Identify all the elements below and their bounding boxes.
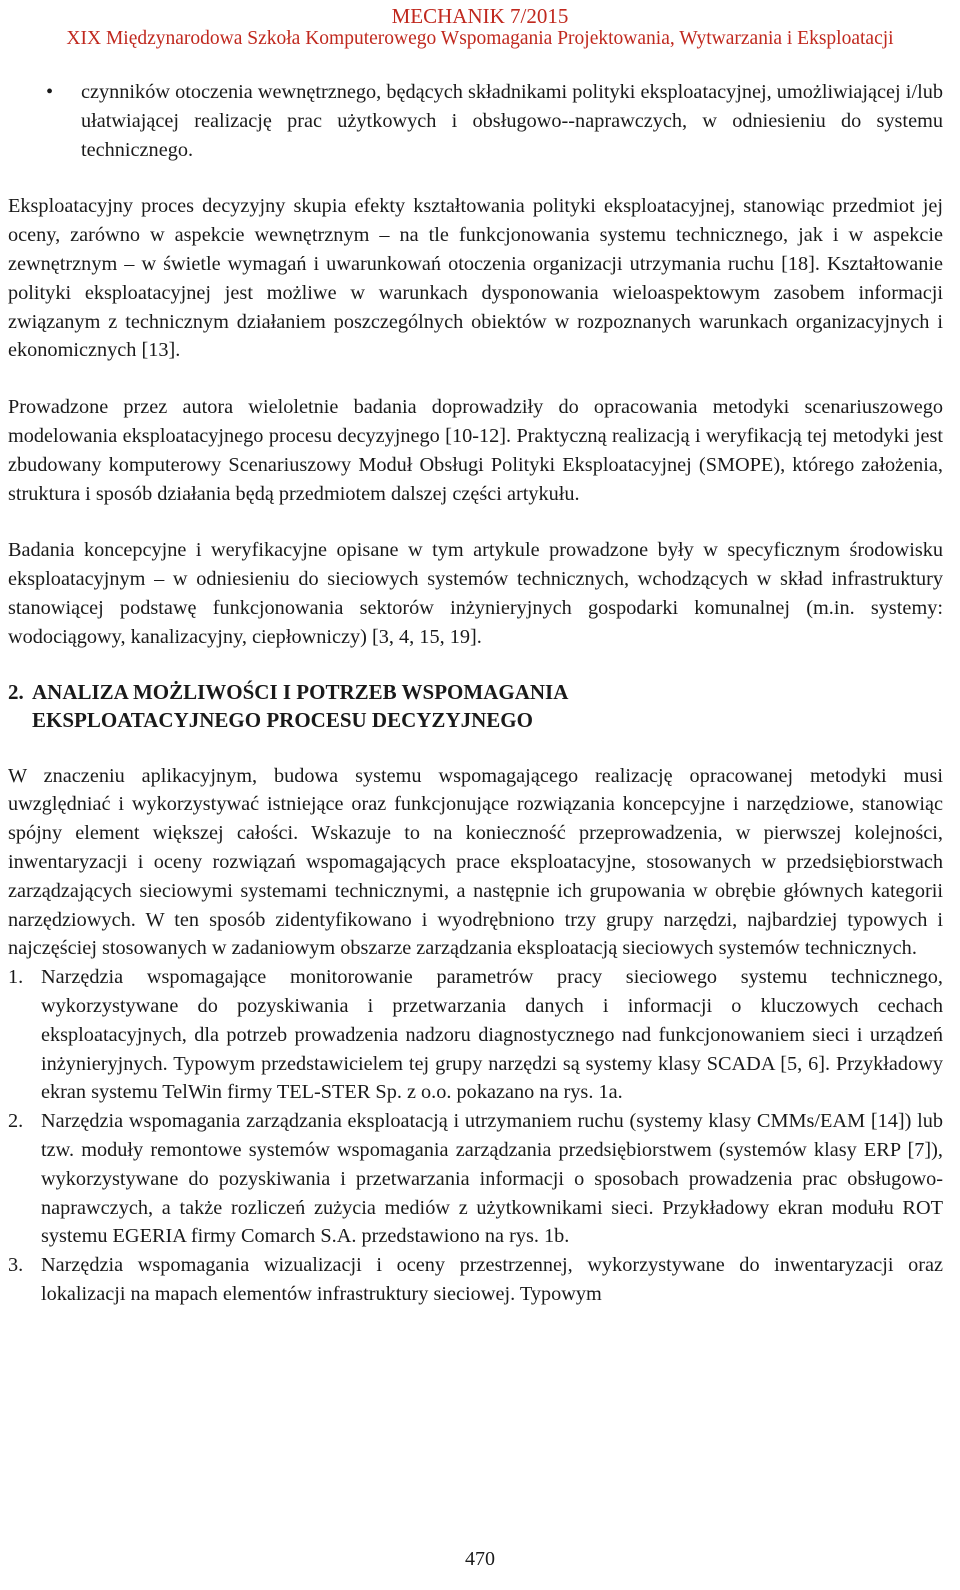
list-item [8, 1107, 943, 1251]
section-number: 2. [8, 679, 24, 704]
tools-list [8, 963, 943, 1309]
paragraph-studies: Badania koncepcyjne i weryfikacyjne opisane w tym artykule prowadzone były w specyficznym środowisku eksploatacyjnym – w odniesieniu do sieciowych systemów technicznych, wchodzących w skład infrastruktury stanowiącej podstawę funkcjonowania sektorów inżynieryjnych gospodarki komunalnej (m.in. systemy: wodociągowy, kanalizacyjny, ciepłowniczy) [3, 4, 15, 19]. [8, 539, 943, 648]
section-title-line2: EKSPLOATACYJNEGO PROCESU DECYZYJNEGO [32, 707, 533, 732]
bullet-item [8, 78, 943, 164]
page-number: 470 [465, 1548, 495, 1570]
journal-title: MECHANIK 7/2015 [391, 4, 569, 28]
list-item-number: 2. [8, 1110, 24, 1133]
conference-title: XIX Międzynarodowa Szkoła Komputerowego Wspomagania Projektowania, Wytwarzania i Eksploatacji [66, 28, 894, 49]
paragraph-decision-process: Eksploatacyjny proces decyzyjny skupia efekty kształtowania polityki eksploatacyjnej, stanowiąc przedmiot jej oceny, zarówno w aspekcie wewnętrznym – na tle funkcjonowania systemu technicznego, jak i w aspekcie zewnętrznym – w świetle wymagań i uwarunkowań otoczenia organizacji utrzymania ruchu [18]. Kształtowanie polityki eksploatacyjnej jest możliwe w warunkach dysponowania wieloaspektowym zasobem informacji związanym z technicznym działaniem poszczególnych obiektów w rozpoznanych warunkach organizacyjnych i ekonomicznych [13]. [8, 195, 943, 362]
paragraph-research: Prowadzone przez autora wieloletnie badania doprowadziły do opracowania metodyki scenariuszowego modelowania eksploatacyjnego procesu decyzyjnego [10-12]. Praktyczną realizacją i weryfikacją tej metodyki jest zbudowany komputerowy Scenariuszowy Moduł Obsługi Polityki Eksploatacyjnej (SMOPE), którego założenia, struktura i sposób działania będą przedmiotem dalszej części artykułu. [8, 396, 943, 505]
bullet-text: czynników otoczenia wewnętrznego, będących składnikami polityki eksploatacyjnej, umożliwiającej i/lub ułatwiającej realizację prac użytkowych i obsługowo--naprawczych, w odniesieniu do systemu technicznego. [81, 81, 943, 161]
list-item-text: Narzędzia wspomagania zarządzania eksploatacją i utrzymaniem ruchu (systemy klasy CMMs/EAM [14]) lub tzw. moduły remontowe systemów wspomagania zarządzania przedsiębiorstwem (systemów klasy ERP [7]), wykorzystywane do pozyskiwania i przetwarzania informacji o sposobach prowadzenia prac obsługowo-naprawczych, a także rozliczeń zużycia mediów z użytkownikami sieci. Przykładowy ekran modułu ROT systemu EGERIA firmy Comarch S.A. przedstawiono na rys. 1b. [41, 1110, 943, 1248]
section-title-line1: ANALIZA MOŻLIWOŚCI I POTRZEB WSPOMAGANIA [32, 679, 569, 704]
bullet-icon: • [46, 81, 54, 103]
article-body [8, 78, 943, 1309]
list-item [8, 963, 943, 1107]
section-paragraph: W znaczeniu aplikacyjnym, budowa systemu wspomagającego realizację opracowanej metodyki musi uwzględniać i wykorzystywać istniejące oraz funkcjonujące rozwiązania koncepcyjne i narzędziowe, stanowiąc spójny element większej całości. Wskazuje to na konieczność przeprowadzenia, w pierwszej kolejności, inwentaryzacji i oceny rozwiązań wspomagających prace eksploatacyjne, stosowanych w przedsiębiorstwach zarządzających sieciowymi systemami technicznymi, a następnie ich grupowania w obrębie głównych kategorii narzędziowych. W ten sposób zidentyfikowano i wyodrębniono trzy grupy narzędzi, najbardziej typowych i najczęściej stosowanych w zadaniowym obszarze zarządzania eksploatacją sieciowych systemów technicznych. [8, 764, 943, 960]
list-item-number: 3. [8, 1254, 24, 1277]
list-item-number: 1. [8, 966, 24, 989]
list-item-text: Narzędzia wspomagające monitorowanie parametrów pracy sieciowego systemu technicznego, wykorzystywane do pozyskiwania i przetwarzania danych i informacji o kluczowych cechach eksploatacyjnych, dla potrzeb prowadzenia nadzoru diagnostycznego nad funkcjonowaniem sieci i urządzeń inżynieryjnych. Typowym przedstawicielem tej grupy narzędzi są systemy klasy SCADA [5, 6]. Przykładowy ekran systemu TelWin firmy TEL-STER Sp. z o.o. pokazano na rys. 1a. [41, 966, 943, 1104]
list-item [8, 1251, 943, 1309]
section-heading [8, 678, 943, 734]
list-item-text: Narzędzia wspomagania wizualizacji i oceny przestrzennej, wykorzystywane do inwentaryzacji oraz lokalizacji na mapach elementów infrastruktury sieciowej. Typowym [41, 1254, 943, 1305]
